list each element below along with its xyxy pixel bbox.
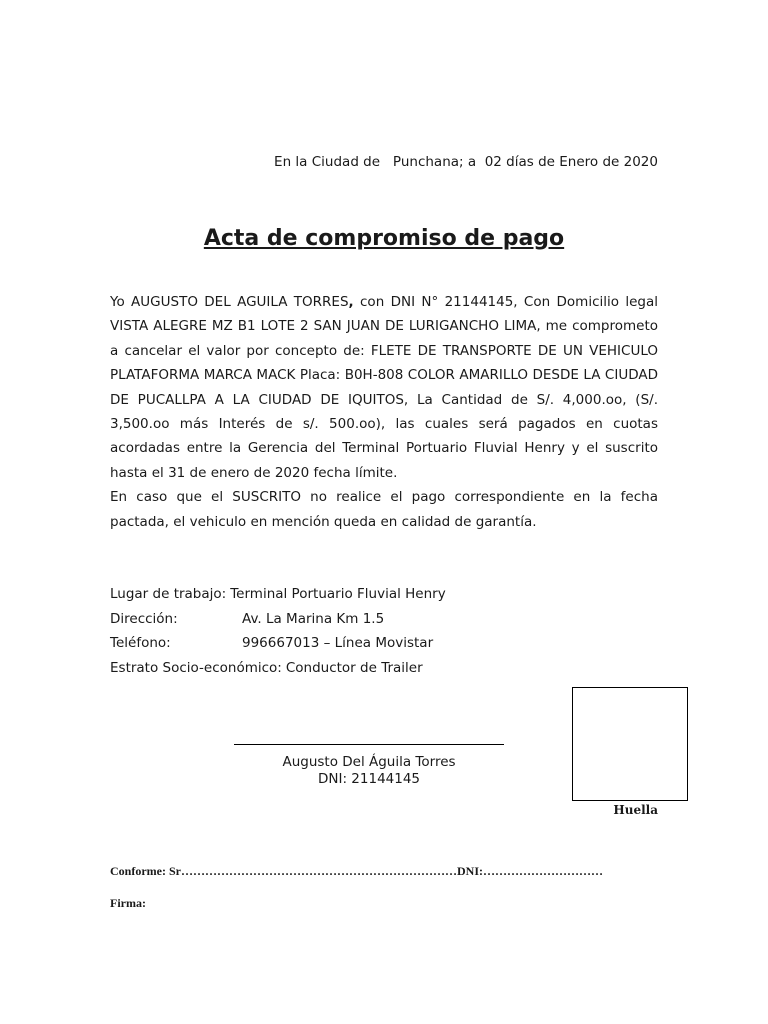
conforme-line: Conforme: Sr……………………………………………………………DNI:…………………………: [110, 864, 603, 878]
workplace-value: Terminal Portuario Fluvial Henry: [230, 586, 446, 602]
workplace-label: Lugar de trabajo:: [110, 586, 227, 602]
commitment-body: [110, 290, 658, 534]
stratum-row: [110, 656, 658, 681]
workplace-row: [110, 582, 658, 607]
document-title: Acta de compromiso de pago: [203, 226, 565, 251]
signer-dni: DNI: 21144145: [317, 771, 421, 787]
stratum-value: Conductor de Trailer: [285, 659, 423, 676]
commitment-details: con DNI N° 21144145, Con Domicilio legal VISTA ALEGRE MZ B1 LOTE 2 SAN JUAN DE LURIGANCHO LIMA, me comprometo a cancelar el valor por concepto de: FLETE DE TRANSPORTE DE UN VEHICULO PLATAFORMA MARCA MACK Placa: B0H-808 COLOR AMARILLO DESDE LA CIUDAD DE PUCALLPA A LA CIUDAD DE IQUITOS, La Cantidad de S/. 4,000.oo, (S/. 3,500.oo más Interés de s/. 500.oo), las cuales será pagados en cuotas acordadas entre la Gerencia del Terminal Portuario Fluvial Henry y el suscrito hasta el 31 de enero de 2020 fecha límite.: [110, 294, 658, 481]
debtor-intro: Yo AUGUSTO DEL AGUILA TORRES: [110, 294, 349, 310]
signer-name: Augusto Del Águila Torres: [282, 754, 456, 770]
fingerprint-box: [572, 687, 688, 801]
signer-block: [234, 754, 504, 788]
phone-label: Teléfono:: [110, 635, 171, 652]
firma-line: Firma:: [110, 896, 146, 910]
fingerprint-label: Huella: [613, 803, 658, 817]
date-line: En la Ciudad de Punchana; a 02 días de Enero de 2020: [274, 154, 658, 170]
address-label: Dirección:: [110, 610, 178, 627]
address-row: [110, 607, 658, 632]
signature-line: [234, 744, 504, 745]
phone-value: 996667013 – Línea Movistar: [242, 635, 434, 652]
address-value: Av. La Marina Km 1.5: [242, 610, 385, 627]
bold-comma: ,: [348, 294, 354, 310]
debtor-info: [110, 582, 658, 680]
stratum-label: Estrato Socio-económico:: [110, 659, 282, 676]
phone-row: [110, 631, 658, 656]
guarantee-paragraph: En caso que el SUSCRITO no realice el pago correspondiente en la fecha pactada, el vehiculo en mención queda en calidad de garantía.: [110, 489, 658, 530]
commitment-paragraph: [110, 290, 658, 485]
